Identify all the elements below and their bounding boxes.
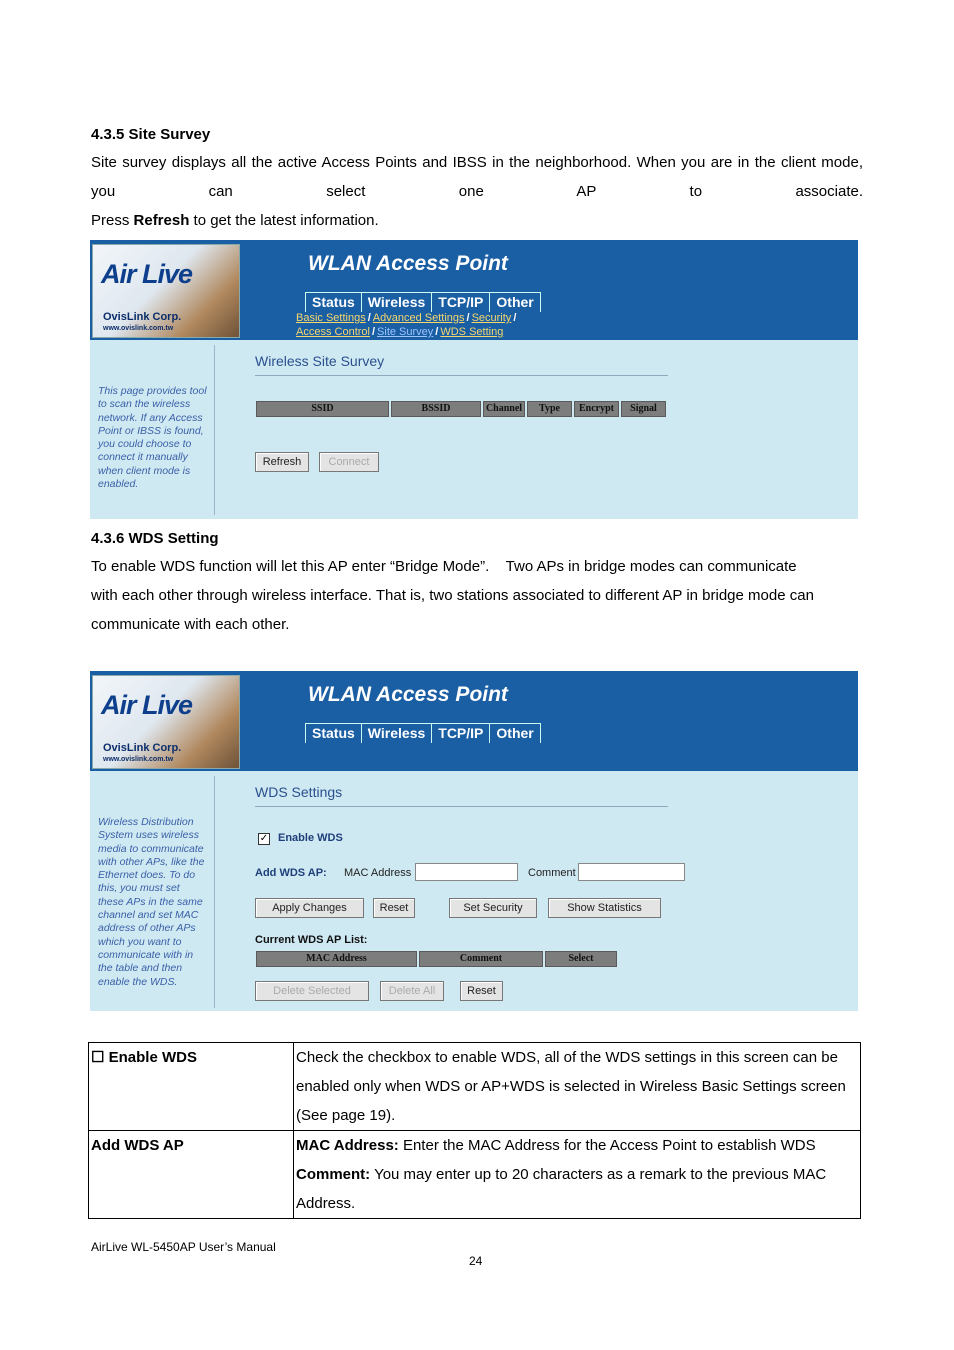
help-text: This page provides tool to scan the wireless network. If any Access Point or IBSS is found, you could choose to connect it manually when client mode is enabled. — [98, 385, 207, 491]
wds-description-line-1: To enable WDS function will let this AP enter “Bridge Mode”. Two APs in bridge modes can communicate — [91, 558, 797, 575]
term-add-wds-ap: Add WDS AP — [91, 1137, 184, 1154]
connect-button[interactable]: Connect — [319, 452, 379, 472]
definition-comment: Comment: You may enter up to 20 characters as a remark to the previous MAC Address. — [296, 1166, 827, 1212]
site-survey-screenshot — [90, 240, 858, 519]
show-statistics-button[interactable]: Show Statistics — [548, 898, 661, 918]
section-title: WDS Settings — [255, 784, 343, 800]
page-number: 24 — [469, 1254, 483, 1268]
definition-mac-address: MAC Address: Enter the MAC Address for the Access Point to establish WDS — [296, 1137, 816, 1154]
menu-status[interactable]: Status — [305, 723, 361, 743]
airlive-logo: Air Live OvisLink Corp. www.ovislink.com.tw — [92, 244, 240, 338]
menu-wireless[interactable]: Wireless — [361, 723, 431, 743]
menu-status[interactable]: Status — [305, 292, 361, 312]
table-row — [89, 1131, 861, 1219]
refresh-button[interactable]: Refresh — [255, 452, 309, 472]
sidebar-divider — [214, 776, 215, 1008]
airlive-logo: Air Live OvisLink Corp. www.ovislink.com.tw — [92, 675, 240, 769]
comment-label: Comment — [528, 867, 576, 879]
col-ssid: SSID — [256, 401, 389, 417]
add-wds-ap-label: Add WDS AP: — [255, 867, 327, 879]
section-heading-site-survey: 4.3.5 Site Survey — [91, 126, 211, 143]
term-cell — [89, 1043, 294, 1131]
settings-definition-table — [88, 1042, 861, 1219]
wds-settings-screenshot — [90, 671, 858, 1011]
enable-wds-checkbox[interactable]: ✓ — [259, 833, 269, 844]
link-basic-settings[interactable]: Basic Settings — [296, 312, 366, 324]
enable-wds-label: Enable WDS — [278, 832, 343, 844]
delete-all-button[interactable]: Delete All — [380, 981, 444, 1001]
col-channel: Channel — [483, 401, 525, 417]
definition-cell — [294, 1131, 861, 1219]
definition-cell — [294, 1043, 861, 1131]
submenu-row-2: Access Control / Site Survey / WDS Setting — [296, 326, 504, 338]
mac-address-label: MAC Address — [344, 867, 412, 879]
header-banner — [90, 671, 858, 771]
col-comment: Comment — [419, 951, 543, 967]
help-text: Wireless Distribution System uses wireless media to communicate with other APs, like the Ethernet does. To do this, you must set these APs in the same channel and set MAC address of other APs which you want to communicate with in the table and then enable the WDS. — [98, 816, 205, 988]
current-wds-list-label: Current WDS AP List: — [255, 934, 368, 946]
comment-input[interactable] — [578, 863, 685, 881]
footer-manual-title: AirLive WL-5450AP User’s Manual — [91, 1240, 276, 1254]
link-security[interactable]: Security — [471, 312, 512, 324]
col-mac-address: MAC Address — [256, 951, 417, 967]
sidebar-divider — [214, 345, 215, 515]
submenu-row-1: Basic Settings / Advanced Settings / Security / — [296, 312, 517, 324]
app-title: WLAN Access Point — [308, 252, 508, 275]
title-rule — [255, 806, 668, 807]
col-select: Select — [545, 951, 617, 967]
reset-button[interactable]: Reset — [373, 898, 415, 918]
header-banner — [90, 240, 858, 340]
link-advanced-settings[interactable]: Advanced Settings — [372, 312, 465, 324]
wds-description-line-3: communicate with each other. — [91, 616, 290, 633]
table-row — [89, 1043, 861, 1131]
link-wds-setting[interactable]: WDS Setting — [440, 326, 504, 338]
col-type: Type — [527, 401, 572, 417]
col-signal: Signal — [621, 401, 666, 417]
apply-changes-button[interactable]: Apply Changes — [255, 898, 364, 918]
col-bssid: BSSID — [391, 401, 481, 417]
link-access-control[interactable]: Access Control — [296, 326, 370, 338]
menu-tcpip[interactable]: TCP/IP — [431, 292, 489, 312]
list-reset-button[interactable]: Reset — [460, 981, 503, 1001]
app-title: WLAN Access Point — [308, 683, 508, 706]
definition-enable-wds: Check the checkbox to enable WDS, all of the WDS settings in this screen can be enabled only when WDS or AP+WDS is selected in Wireless Basic Settings screen (See page 19). — [296, 1049, 846, 1124]
col-encrypt: Encrypt — [574, 401, 619, 417]
title-rule — [255, 375, 668, 376]
link-site-survey[interactable]: Site Survey — [377, 326, 434, 338]
term-cell — [89, 1131, 294, 1219]
term-enable-wds: ☐ Enable WDS — [91, 1049, 197, 1066]
menu-other[interactable]: Other — [489, 723, 540, 743]
section-title: Wireless Site Survey — [255, 353, 385, 369]
section-heading-wds: 4.3.6 WDS Setting — [91, 530, 219, 547]
wds-description-line-2: with each other through wireless interface. That is, two stations associated to different AP in bridge mode can — [91, 587, 814, 604]
menu-wireless[interactable]: Wireless — [361, 292, 431, 312]
site-survey-description: Site survey displays all the active Access Points and IBSS in the neighborhood. When you are in the client mode, you can select one AP to associate. — [91, 154, 863, 200]
delete-selected-button[interactable]: Delete Selected — [255, 981, 369, 1001]
menu-other[interactable]: Other — [489, 292, 540, 312]
set-security-button[interactable]: Set Security — [449, 898, 537, 918]
main-menu — [305, 723, 541, 743]
refresh-instruction: Press Refresh to get the latest information. — [91, 212, 379, 229]
main-menu — [305, 292, 541, 312]
menu-tcpip[interactable]: TCP/IP — [431, 723, 489, 743]
mac-address-input[interactable] — [415, 863, 518, 881]
